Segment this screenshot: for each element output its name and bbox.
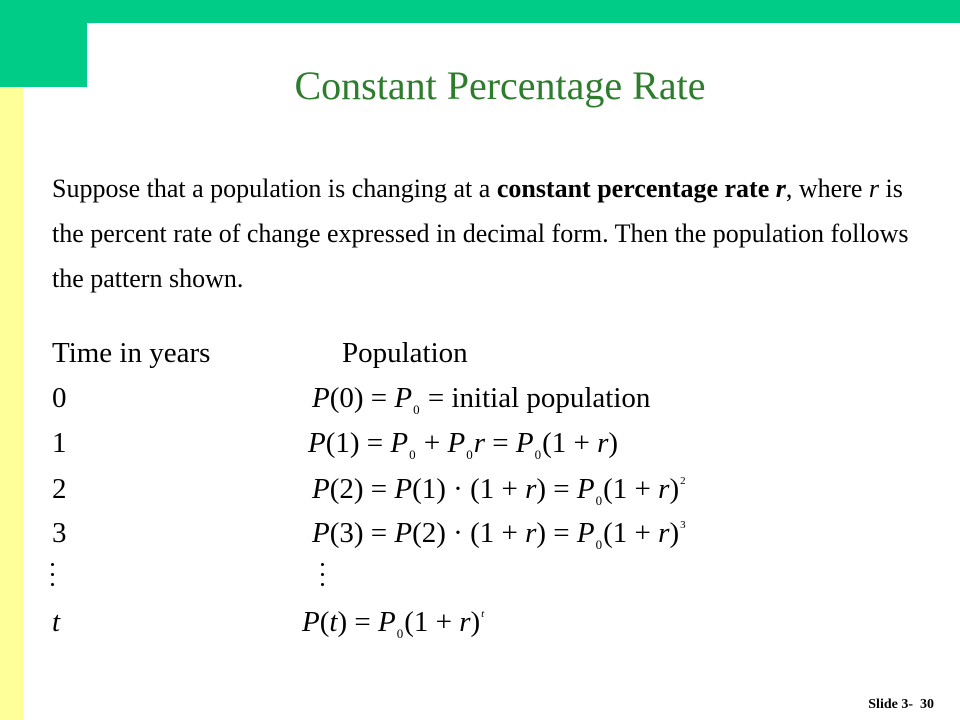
equation-row-2: $P(2) = P(1) \cdot (1 + r) = P_0(1 + r)^2$ (312, 473, 686, 508)
equation-row-t: $P(t) = P_0(1 + r)^t$ (302, 606, 485, 641)
top-accent-bar (0, 0, 960, 23)
equation-row-1: $P(1) = P_0 + P_0r = P_0(1 + r)$ (308, 427, 619, 462)
slide-number: Slide 3- 30 (868, 697, 934, 712)
time-value-3: 3 (52, 517, 67, 549)
time-value-1: 1 (52, 427, 67, 459)
time-value-t: t (52, 606, 61, 638)
paragraph-variable-r: r (868, 174, 880, 203)
header-time-in-years: Time in years (52, 337, 211, 369)
equation-row-0: $P(0) = P_0$ = initial population (312, 382, 651, 417)
vertical-ellipsis-time (50, 563, 56, 591)
paragraph-variable-r: r (775, 174, 786, 203)
slide-title: Constant Percentage Rate (294, 63, 706, 108)
equation-row-3: $P(3) = P(2) \cdot (1 + r) = P_0(1 + r)^3$ (312, 517, 686, 552)
time-value-2: 2 (52, 473, 67, 505)
paragraph-bold-term: constant percentage rate (496, 174, 776, 203)
paragraph-text: , where (785, 174, 869, 203)
paragraph-text: Suppose that a population is changing at a (52, 174, 497, 203)
body-paragraph (52, 166, 912, 301)
header-population: Population (342, 337, 468, 369)
paragraph-text: is the percent rate of change expressed in decimal form. Then the population follows the pattern shown. (52, 174, 909, 293)
vertical-ellipsis-population (320, 563, 326, 591)
time-value-0: 0 (52, 382, 67, 414)
